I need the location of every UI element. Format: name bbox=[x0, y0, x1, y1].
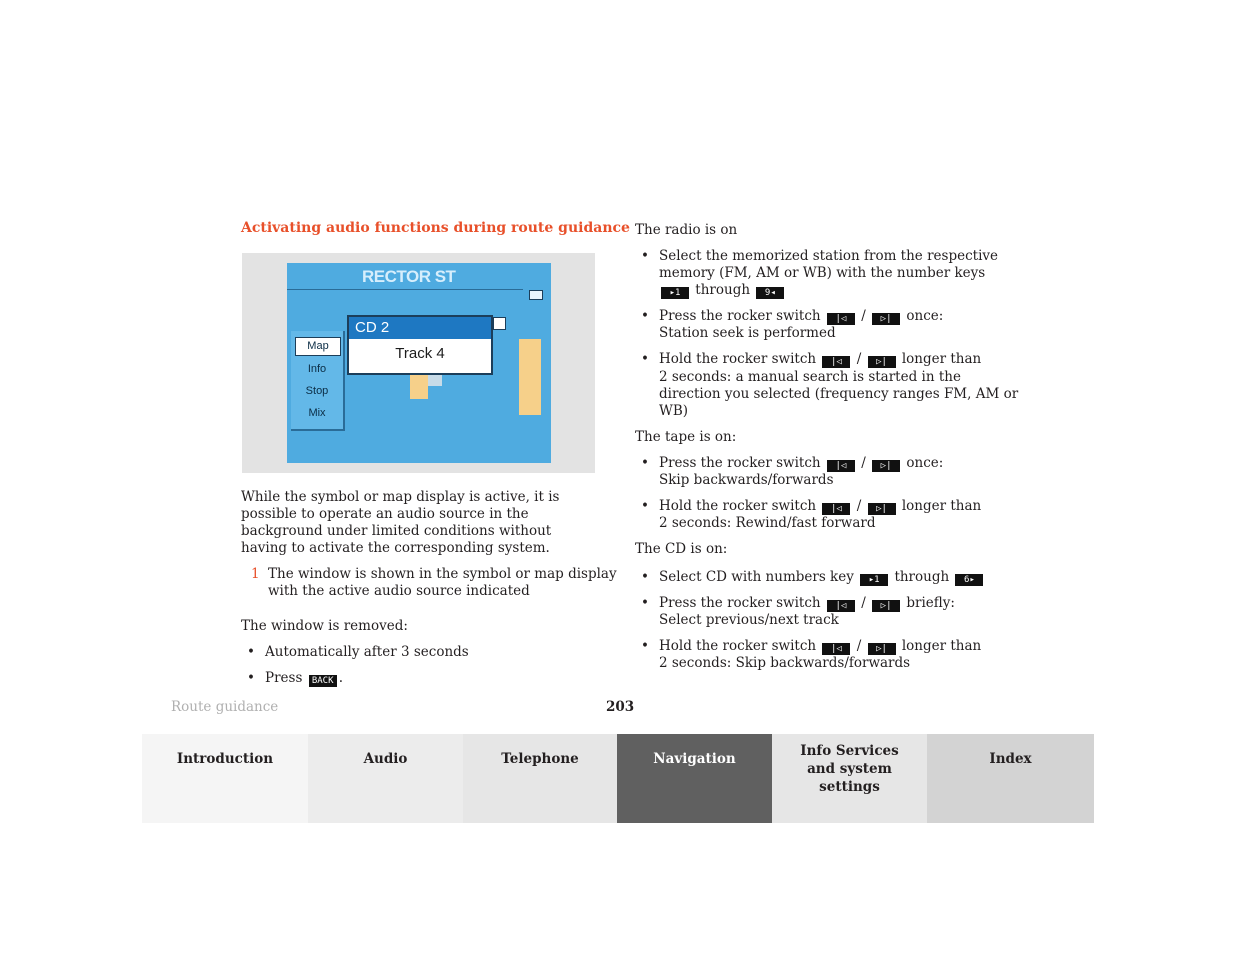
section-heading: Activating audio functions during route guidance bbox=[241, 220, 630, 236]
tape-title: The tape is on: bbox=[635, 429, 737, 445]
footer-section-label: Route guidance bbox=[171, 699, 279, 715]
rocker-left-icon: |◁ bbox=[822, 643, 850, 655]
tab-telephone[interactable]: Telephone bbox=[463, 734, 617, 823]
audio-source-window bbox=[347, 315, 493, 375]
audio-track-label: Track 4 bbox=[395, 345, 445, 362]
note-line-2: with the active audio source indicated bbox=[268, 583, 530, 599]
menu-item-info: Info bbox=[307, 363, 327, 375]
tab-introduction[interactable]: Introduction bbox=[142, 734, 308, 823]
rocker-left-icon: |◁ bbox=[827, 600, 855, 612]
menu-item-mix: Mix bbox=[308, 407, 326, 419]
rocker-left-icon: |◁ bbox=[827, 313, 855, 325]
number-key-1-icon: ▸1 bbox=[860, 574, 888, 586]
map-scale-icon bbox=[529, 290, 543, 300]
tab-index[interactable]: Index bbox=[927, 734, 1094, 823]
rocker-left-icon: |◁ bbox=[822, 503, 850, 515]
callout-marker-icon bbox=[493, 317, 506, 330]
cd-title: The CD is on: bbox=[635, 541, 728, 557]
tab-audio[interactable]: Audio bbox=[308, 734, 463, 823]
map-block bbox=[410, 371, 428, 399]
navigation-display-screenshot bbox=[287, 263, 551, 463]
street-name-top: RECTOR ST bbox=[362, 267, 456, 286]
rocker-right-icon: ▷| bbox=[872, 313, 900, 325]
rocker-right-icon: ▷| bbox=[868, 356, 896, 368]
intro-paragraph: While the symbol or map display is active, it is possible to operate an audio source in the background under limited conditions without having to activate the corresponding system. bbox=[241, 489, 560, 556]
tab-navigation[interactable]: Navigation bbox=[617, 734, 772, 823]
number-key-6-icon: 6▸ bbox=[955, 574, 983, 586]
rocker-right-icon: ▷| bbox=[872, 600, 900, 612]
rocker-right-icon: ▷| bbox=[868, 643, 896, 655]
map-block bbox=[519, 339, 541, 415]
note-number: 1 bbox=[251, 566, 260, 582]
rocker-left-icon: |◁ bbox=[827, 460, 855, 472]
audio-source-title: CD 2 bbox=[349, 317, 491, 339]
page-number: 203 bbox=[606, 699, 635, 715]
tab-info-services[interactable]: Info Services and system settings bbox=[772, 734, 927, 823]
route-line bbox=[287, 289, 523, 290]
number-key-1-icon: ▸1 bbox=[661, 287, 689, 299]
menu-item-stop: Stop bbox=[305, 385, 329, 397]
menu-item-map: Map bbox=[295, 337, 341, 356]
rocker-right-icon: ▷| bbox=[872, 460, 900, 472]
radio-title: The radio is on bbox=[635, 222, 738, 238]
display-menu bbox=[291, 331, 345, 431]
rocker-left-icon: |◁ bbox=[822, 356, 850, 368]
removed-title: The window is removed: bbox=[241, 618, 408, 634]
number-key-9-icon: 9◂ bbox=[756, 287, 784, 299]
note-line-1: The window is shown in the symbol or map display bbox=[268, 566, 617, 582]
rocker-right-icon: ▷| bbox=[868, 503, 896, 515]
back-key-icon: BACK bbox=[309, 675, 337, 687]
